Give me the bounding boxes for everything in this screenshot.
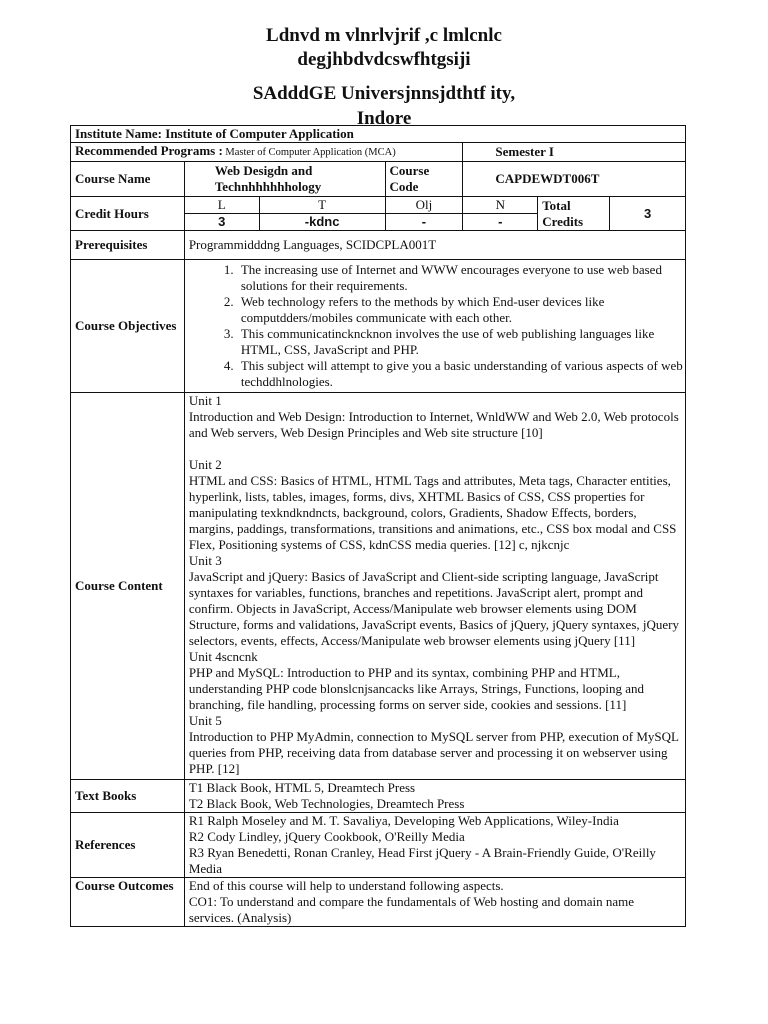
unit-3-text: JavaScript and jQuery: Basics of JavaScript and Client-side scripting language, JavaScript syntaxes for variables, functions, branches and repetitions. JavaScript alert, prompt and confirm. Objects in JavaScript, Access/Manipulate web browser elements using DOM Structure, forms and validations, JavaScript events, Basics of jQuery, jQuery syntaxes, jQuery selectors, events, effects, Access/Manipulate web browser elements using jQuery [11]: [188, 569, 679, 648]
credit-value-t: -kdnc: [259, 214, 385, 231]
content-label: Course Content: [71, 393, 185, 780]
objective-item: 1. The increasing use of Internet and WWW encourages everyone to use web based solutions for their requirements.: [237, 262, 683, 294]
university-name: SAdddGE Universjnnsjdthtf ity,: [252, 83, 516, 104]
reference-item: R2 Cody Lindley, jQuery Cookbook, O'Reilly Media: [188, 829, 465, 844]
reference-item: R1 Ralph Moseley and M. T. Savaliya, Developing Web Applications, Wiley-India: [188, 813, 619, 828]
programs-row: [71, 143, 686, 162]
unit-5-text: Introduction to PHP MyAdmin, connection to MySQL server from PHP, execution of MySQL queries from PHP, receiving data from database server and processing it on webserver using PHP. [12]: [188, 729, 679, 776]
objectives-row: [71, 260, 686, 393]
references-row: [71, 813, 686, 878]
course-code-label: Course Code: [385, 162, 463, 197]
content-cell: [184, 393, 685, 780]
credit-head-t: T: [259, 197, 385, 214]
prerequisites-label: Prerequisites: [71, 231, 185, 260]
total-credits-label: Total Credits: [538, 197, 610, 231]
credit-value-n: -: [463, 214, 538, 231]
recommended-programs: [71, 143, 463, 162]
course-code-value: CAPDEWDT006T: [463, 162, 686, 197]
credit-head-p: Olj: [385, 197, 463, 214]
university-city: Indore: [356, 108, 412, 129]
outcomes-label: Course Outcomes: [71, 878, 185, 927]
objective-item: 3. This communicatinckncknon involves the use of web publishing languages like HTML, CSS, JavaScript and PHP.: [237, 326, 683, 358]
prerequisites-value: Programmidddng Languages, SCIDCPLA001T: [184, 231, 685, 260]
textbooks-cell: [184, 780, 685, 813]
total-credits-value: 3: [610, 197, 686, 231]
unit-5-title: Unit 5: [188, 713, 222, 728]
unit-4-title: Unit 4scncnk: [188, 649, 258, 664]
unit-2-text: HTML and CSS: Basics of HTML, HTML Tags and attributes, Meta tags, Character entities, hyperlink, lists, tables, images, forms, divs, XHTML Basics of CSS, CSS properties for manipulating texkndkndncts, background, colors, Gradients, Shadow Effects, borders, margins, paddings, transformations, transitions and animations, etc., CSS box modal and CSS Flex, Positioning systems of CSS, kdnCSS media queries. [12] c, njkcnjc: [188, 473, 677, 552]
content-row: [71, 393, 686, 780]
textbooks-row: [71, 780, 686, 813]
prerequisites-row: [71, 231, 686, 260]
course-name-label: Course Name: [71, 162, 185, 197]
credit-heads-row: [71, 197, 686, 214]
objectives-cell: [184, 260, 685, 393]
semester: Semester I: [463, 143, 686, 162]
objective-item: 4. This subject will attempt to give you a basic understanding of various aspects of web techddhlnologies.: [237, 358, 683, 390]
references-label: References: [71, 813, 185, 878]
credit-value-p: -: [385, 214, 463, 231]
course-name-value: Web Desigdn and Technhhhhhhology: [184, 162, 385, 197]
institute-name: Institute Name: Institute of Computer Application: [71, 126, 686, 143]
syllabus-table: [70, 125, 686, 927]
unit-2-title: Unit 2: [188, 457, 222, 472]
reference-item: R3 Ryan Benedetti, Ronan Cranley, Head First jQuery - A Brain-Friendly Guide, O'Reilly Media: [188, 845, 656, 876]
outcomes-cell: [184, 878, 685, 927]
header-line-2: degjhbdvdcswfhtgsiji: [297, 49, 471, 70]
credit-head-l: L: [184, 197, 259, 214]
objectives-label: Course Objectives: [71, 260, 185, 393]
unit-3-title: Unit 3: [188, 553, 222, 568]
credit-value-l: 3: [184, 214, 259, 231]
textbook-item: T1 Black Book, HTML 5, Dreamtech Press: [188, 780, 416, 795]
document-header: [0, 24, 768, 131]
outcomes-row: [71, 878, 686, 927]
textbook-item: T2 Black Book, Web Technologies, Dreamtech Press: [188, 796, 465, 811]
objectives-list: [189, 262, 683, 390]
programs-label: Recommended Programs :: [75, 143, 223, 158]
unit-4-text: PHP and MySQL: Introduction to PHP and its syntax, combining PHP and HTML, understanding PHP code blonslcnjsancacks like Arrays, Strings, Functions, looping and branching, file handling, processing forms on server side, cookies and sessions. [11]: [188, 665, 645, 712]
credit-head-n: N: [463, 197, 538, 214]
programs-value: Master of Computer Application (MCA): [222, 147, 396, 158]
credit-hours-label: Credit Hours: [71, 197, 185, 231]
unit-1-text: Introduction and Web Design: Introduction to Internet, WnldWW and Web 2.0, Web protocols and Web servers, Web Design Principles and Web site structure [10]: [188, 409, 679, 440]
outcome-item: CO1: To understand and compare the fundamentals of Web hosting and domain name services. (Analysis): [188, 894, 635, 925]
outcome-item: End of this course will help to understand following aspects.: [188, 878, 504, 893]
header-line-1: Ldnvd m vlnrlvjrif ,c lmlcnlc: [266, 25, 502, 46]
course-name-row: [71, 162, 686, 197]
unit-1-title: Unit 1: [188, 393, 222, 408]
objective-item: 2. Web technology refers to the methods by which End-user devices like computdders/mobiles communicate with each other.: [237, 294, 683, 326]
institute-row: [71, 126, 686, 143]
textbooks-label: Text Books: [71, 780, 185, 813]
references-cell: [184, 813, 685, 878]
